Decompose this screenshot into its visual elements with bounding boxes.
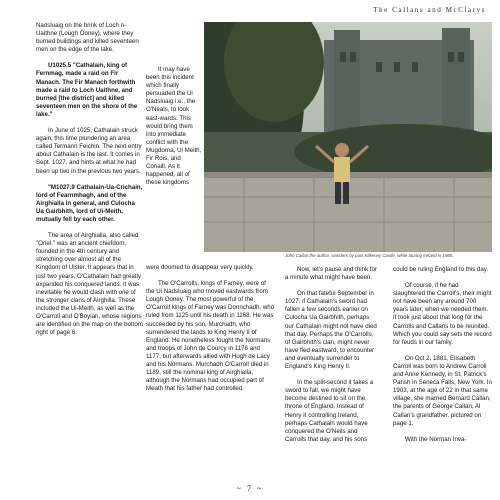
- paragraph: Nadsluaig on the brink of Loch n-Uaithne (Lough Ooney), where they burned buildings and killed seventeen men on the edge of the lake.: [36, 22, 139, 54]
- paragraph: Of course, if he had slaughtered the Carroll's, their might not have been any around 700 years later, when we needed them. It took just about that long for the Carrolls and Callans to be reunited. Which you could say sets the record for feuds in our family.: [393, 282, 492, 346]
- paragraph: The area of Airghialla, also called "Oriel," was an ancient chiefdom, founded in the 4th century and stretching over almost all of the Kingdom of Ulster. It appears that in just two years, O'Cathalain had greatly expanded his conquered lands. It was inevitable he would clash with one of the stronger clans of Airghilla. These included the Ui-Meith, as well as the O'Carroll and O'Boylan, whose regions are identified on the map on the bottom right of page 6.: [36, 232, 143, 337]
- paragraph: "M1027.9 Cathalain-Ua-Crichain, lord of Fearnmhagh, and of the Airghialla in general, and Culocha Ua Gairbhith, lord of Ui-Meith, mutually fell by each other.: [36, 183, 143, 223]
- paragraph: were doomed to disappear very quickly.: [146, 264, 254, 271]
- column-2-narrow: [146, 66, 202, 187]
- page-number: ~ 7 ~: [236, 484, 264, 493]
- column-1: [36, 22, 144, 345]
- paragraph: In June of 1025, Cathalain struck again, this time plundering an area called Termann Feichin. The next entry about Cathalain is the last. It comes in Sept. 1027, and hints at what he had been up two in the previous two years.: [36, 127, 142, 175]
- photo-caption: John Callan the author, wanders by past Kilkenny Castle, while touring Ireland in 1985.: [285, 253, 454, 258]
- paragraph: could be ruling England to this day.: [393, 266, 489, 273]
- column-4: [393, 266, 492, 452]
- column-3: [285, 266, 378, 452]
- castle-scene-image: [204, 22, 492, 252]
- paragraph: On that fateful September in 1027, if Cathalain's sword had fallen a few seconds earlier on Culocha Ua Gairbhith, perhaps our Cathalain might not have died that day. Perhaps the O'Carrolls, of Gairbhith's clan, might never have fled eastward, to encounter and eventually surrender to England's King Henry II.: [285, 290, 377, 371]
- author-photo: [204, 22, 492, 252]
- paragraph: It may have been this incident which finally persuaded the Ui Nadsluaig i.e., the O'Neals, to look east-wards. This would bring them into immediate conflict with the Mugdorna, Ui Meith, Fir Rois, and Conaill. As it happened, all of these kingdoms: [146, 66, 202, 187]
- running-head: The Callans and McClarys: [373, 6, 486, 14]
- paragraph: U1025.5 "Cathalain, king of Fernmag, made a raid on Fir Manach. The Fir Manach forthwith made a raid to Loch Uaithne, and burned [the district] and killed seventeen men on the shore of the lake.": [36, 62, 138, 118]
- paragraph: The O'Carrolls, kings of Farney, were of the Ui Nadsluaig who moved eastwards from Lough Ooney. The most powerful of the O'Carroll kings of Farney was Donnchadh, who ruled from 1125 until his death in 1168. He was succeeded by his son, Murchadh, who surrendered the lands to King Henry II of England. He nonetheless fought the Normans and troops of John de Courcy in 1176 and 1177, but afterwards allied with Hugh de Lacy and his Normans. Murchadh O'Carroll died in 1189, still the nominal king of Airghialla, although the Normans had occupied part of Meath that his father had controlled.: [146, 280, 275, 393]
- paragraph: In the split-second it takes a sword to fall, we might have become destined to sit on the throne of England. Instead of Henry II controlling Ireland, perhaps Cathalain would have conquered the O'Neils and Carrolls that day, and his sons: [285, 379, 374, 443]
- paragraph: On Oct 2, 1881, Elisabeth Carroll was born to Andrew Carroll and Anne Kennedy, in St. Patrick's Parish in Seneca Falls, New York. In 1903, at the age of 22 in that same village, she married Bernard Callan, the parents of George Callan, Al Callan's grandfather, pictured on page 1.: [393, 354, 492, 427]
- column-2-wide: [146, 264, 276, 401]
- paragraph: Now, let's pause and think for a minute what might have been.: [285, 266, 378, 282]
- paragraph: With the Norman Inva-: [405, 435, 467, 443]
